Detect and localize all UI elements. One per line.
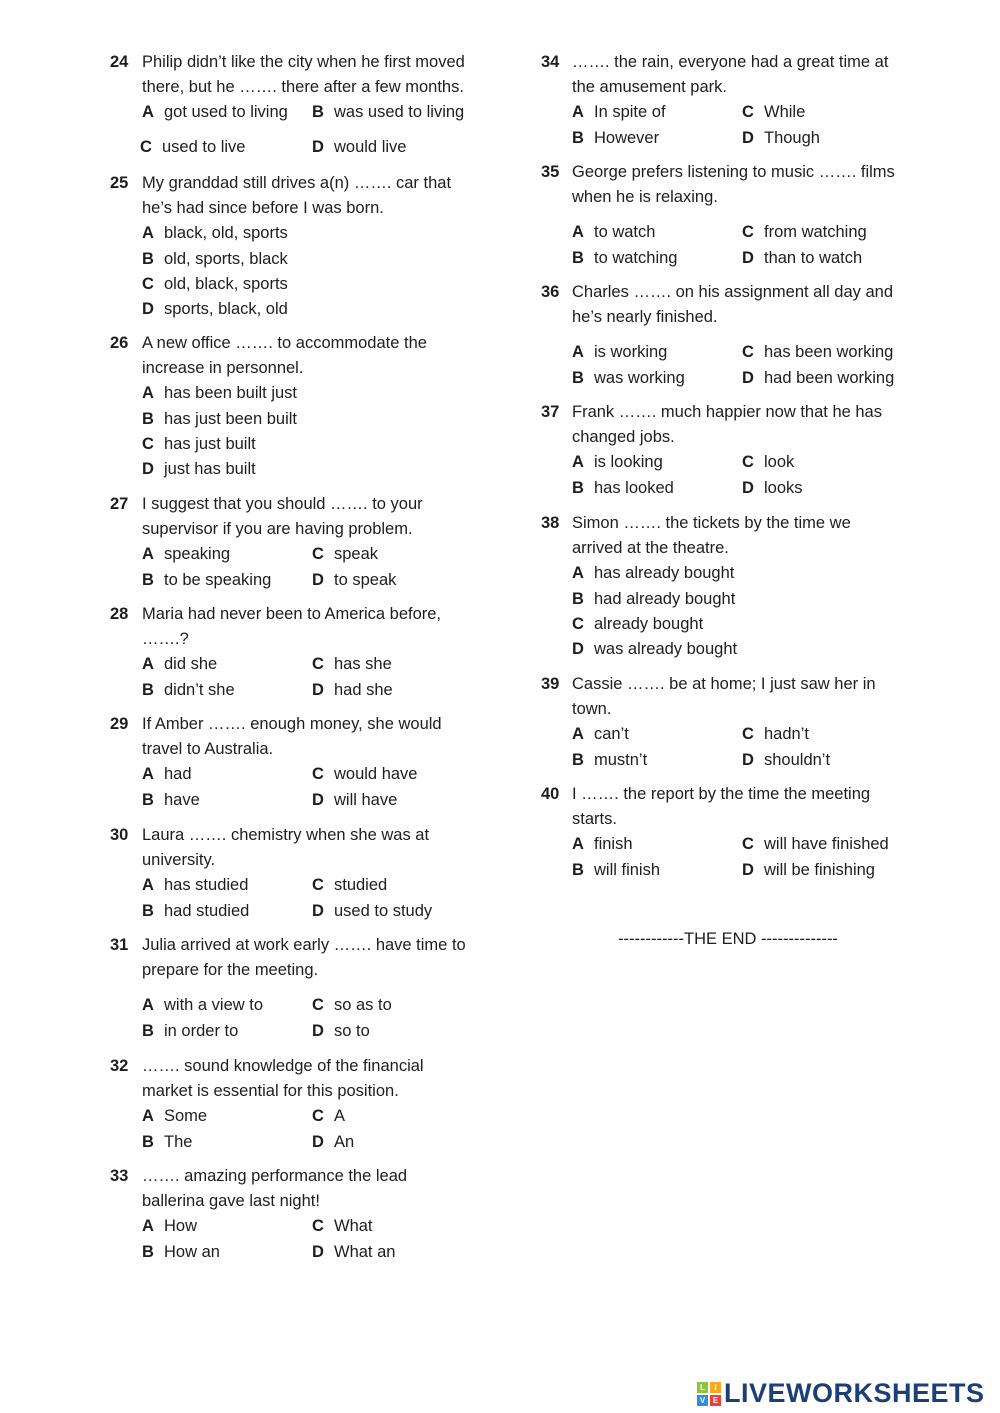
option-text: was used to living bbox=[334, 103, 465, 122]
question-text: increase in personnel. bbox=[142, 359, 304, 378]
option-letter: C bbox=[312, 876, 324, 895]
option-letter: C bbox=[742, 343, 754, 362]
option-text: While bbox=[764, 103, 806, 122]
option-c[interactable] bbox=[572, 613, 703, 635]
option-b[interactable] bbox=[142, 1020, 238, 1042]
option-letter: C bbox=[572, 614, 584, 633]
option-letter: B bbox=[572, 368, 584, 387]
option-c[interactable] bbox=[742, 833, 889, 855]
option-letter: B bbox=[142, 249, 154, 268]
option-text: has studied bbox=[164, 876, 249, 895]
option-c[interactable] bbox=[312, 1215, 373, 1237]
option-text: How an bbox=[164, 1242, 220, 1261]
option-text: mustn’t bbox=[594, 750, 648, 769]
option-letter: A bbox=[142, 655, 154, 674]
option-text: looks bbox=[764, 478, 803, 497]
option-letter: A bbox=[142, 1107, 154, 1126]
option-b[interactable] bbox=[572, 247, 677, 269]
question-text: travel to Australia. bbox=[142, 740, 274, 759]
option-letter: C bbox=[140, 137, 152, 156]
question-number: 34 bbox=[541, 53, 560, 71]
option-a[interactable] bbox=[572, 723, 629, 745]
option-letter: D bbox=[312, 901, 324, 920]
option-b[interactable] bbox=[142, 679, 235, 701]
option-text: already bought bbox=[594, 614, 704, 633]
option-text: so to bbox=[334, 1021, 370, 1040]
option-text: used to live bbox=[162, 137, 246, 156]
option-text: shouldn’t bbox=[764, 750, 831, 769]
question-text: Cassie ……. be at home; I just saw her in bbox=[572, 675, 876, 693]
option-c[interactable] bbox=[742, 221, 867, 243]
option-a[interactable] bbox=[142, 1105, 207, 1127]
option-text: What an bbox=[334, 1242, 396, 1261]
option-letter: C bbox=[142, 274, 154, 293]
option-letter: B bbox=[572, 128, 584, 147]
question-text: prepare for the meeting. bbox=[142, 961, 319, 980]
option-c[interactable] bbox=[742, 451, 794, 473]
question-number: 36 bbox=[541, 283, 560, 301]
question-text: ……. sound knowledge of the financial bbox=[142, 1057, 424, 1075]
option-letter: D bbox=[142, 300, 154, 318]
question-text: Frank ……. much happier now that he has bbox=[572, 403, 882, 421]
option-text: had she bbox=[334, 680, 393, 699]
option-text: used to study bbox=[334, 901, 433, 920]
option-text: can’t bbox=[594, 725, 629, 744]
question-number: 27 bbox=[110, 495, 129, 513]
option-letter: C bbox=[742, 453, 754, 472]
option-d[interactable] bbox=[312, 679, 393, 701]
question-number: 30 bbox=[110, 826, 129, 844]
option-letter: A bbox=[142, 103, 154, 122]
option-text: speaking bbox=[164, 545, 231, 564]
question-text: I suggest that you should ……. to your bbox=[142, 495, 423, 513]
question-number: 25 bbox=[110, 174, 129, 192]
option-letter: B bbox=[142, 570, 154, 589]
option-text: hadn’t bbox=[764, 725, 809, 744]
option-letter: A bbox=[572, 103, 584, 122]
option-text: is working bbox=[594, 343, 668, 362]
question-number: 35 bbox=[541, 163, 560, 181]
option-text: An bbox=[334, 1132, 355, 1151]
option-letter: A bbox=[142, 765, 154, 784]
option-text: had studied bbox=[164, 901, 250, 920]
option-text: What bbox=[334, 1217, 373, 1236]
option-letter: C bbox=[312, 1217, 324, 1236]
option-letter: D bbox=[312, 1242, 324, 1261]
option-text: A bbox=[334, 1107, 346, 1126]
option-b[interactable] bbox=[142, 248, 288, 270]
question-number: 28 bbox=[110, 605, 129, 623]
option-letter: B bbox=[572, 589, 584, 608]
option-letter: B bbox=[572, 860, 584, 879]
option-a[interactable] bbox=[142, 222, 288, 244]
option-d[interactable] bbox=[742, 367, 894, 389]
option-text: studied bbox=[334, 876, 388, 895]
option-text: than to watch bbox=[764, 248, 863, 267]
option-text: old, sports, black bbox=[164, 249, 288, 268]
option-text: black, old, sports bbox=[164, 224, 288, 243]
question-text: changed jobs. bbox=[572, 428, 675, 447]
question-text: there, but he ……. there after a few months. bbox=[142, 78, 464, 97]
logo-cube: L bbox=[697, 1382, 708, 1393]
option-text: with a view to bbox=[164, 996, 264, 1015]
option-letter: D bbox=[742, 248, 754, 267]
option-text: finish bbox=[594, 835, 633, 854]
option-letter: D bbox=[312, 1132, 324, 1151]
question-text: If Amber ……. enough money, she would bbox=[142, 715, 442, 733]
option-d[interactable] bbox=[742, 859, 875, 881]
option-text: will finish bbox=[594, 860, 661, 879]
option-letter: C bbox=[312, 996, 324, 1015]
question-number: 24 bbox=[110, 53, 129, 71]
option-c[interactable] bbox=[312, 653, 392, 675]
option-letter: A bbox=[572, 223, 584, 242]
question-text: town. bbox=[572, 700, 612, 719]
option-c[interactable] bbox=[142, 433, 256, 455]
option-text: just has built bbox=[164, 460, 256, 478]
option-text: would live bbox=[334, 137, 407, 156]
option-b[interactable] bbox=[142, 789, 200, 811]
option-letter: A bbox=[142, 996, 154, 1015]
question-text: ballerina gave last night! bbox=[142, 1192, 320, 1211]
option-text: had bbox=[164, 765, 192, 784]
option-text: had already bought bbox=[594, 589, 736, 608]
option-letter: D bbox=[742, 128, 754, 147]
option-b[interactable] bbox=[572, 127, 659, 149]
option-b[interactable] bbox=[142, 408, 297, 430]
option-text: speak bbox=[334, 545, 379, 564]
question-text: starts. bbox=[572, 810, 617, 829]
option-text: is looking bbox=[594, 453, 663, 472]
question-text: My granddad still drives a(n) ……. car that bbox=[142, 174, 452, 192]
option-letter: A bbox=[572, 453, 584, 472]
option-text: was already bought bbox=[594, 640, 738, 658]
option-c[interactable] bbox=[312, 1105, 345, 1127]
option-text: had been working bbox=[764, 368, 895, 387]
option-c[interactable] bbox=[312, 763, 417, 785]
question-text: ……. amazing performance the lead bbox=[142, 1167, 408, 1185]
option-letter: B bbox=[572, 248, 584, 267]
option-d[interactable] bbox=[572, 638, 737, 660]
option-text: would have bbox=[334, 765, 418, 784]
option-text: has been built just bbox=[164, 384, 298, 403]
option-d[interactable] bbox=[142, 458, 256, 480]
option-letter: A bbox=[572, 343, 584, 362]
option-text: did she bbox=[164, 655, 218, 674]
option-text: has looked bbox=[594, 478, 674, 497]
option-letter: C bbox=[312, 545, 324, 564]
option-a[interactable] bbox=[142, 382, 297, 404]
option-c[interactable] bbox=[142, 273, 288, 295]
question-number: 39 bbox=[541, 675, 560, 693]
option-b[interactable] bbox=[142, 1241, 220, 1263]
question-text: Charles ……. on his assignment all day and bbox=[572, 283, 893, 301]
option-b[interactable] bbox=[142, 900, 249, 922]
question-number: 32 bbox=[110, 1057, 129, 1075]
option-letter: C bbox=[742, 835, 754, 854]
question-text: …….? bbox=[142, 630, 189, 649]
question-text: university. bbox=[142, 851, 216, 870]
question-text: A new office ……. to accommodate the bbox=[142, 334, 427, 352]
question-number: 26 bbox=[110, 334, 129, 352]
option-a[interactable] bbox=[572, 101, 666, 123]
option-letter: A bbox=[142, 384, 154, 403]
option-letter: B bbox=[142, 680, 154, 699]
option-d[interactable] bbox=[742, 749, 830, 771]
question-number: 31 bbox=[110, 936, 129, 954]
option-letter: B bbox=[142, 1242, 154, 1261]
option-text: In spite of bbox=[594, 103, 666, 122]
question-number: 33 bbox=[110, 1167, 129, 1185]
option-c[interactable] bbox=[742, 341, 893, 363]
option-d[interactable] bbox=[312, 569, 396, 591]
option-letter: B bbox=[142, 790, 154, 809]
option-letter: D bbox=[312, 137, 324, 156]
liveworksheets-logo bbox=[697, 1378, 985, 1409]
option-letter: D bbox=[312, 1021, 324, 1040]
option-text: to be speaking bbox=[164, 570, 272, 589]
option-a[interactable] bbox=[572, 451, 663, 473]
option-text: has just been built bbox=[164, 409, 298, 428]
option-letter: A bbox=[142, 876, 154, 895]
option-letter: D bbox=[312, 790, 324, 809]
option-d[interactable] bbox=[742, 477, 803, 499]
question-text: Maria had never been to America before, bbox=[142, 605, 442, 623]
option-d[interactable] bbox=[312, 900, 432, 922]
option-a[interactable] bbox=[142, 653, 217, 675]
option-text: has just built bbox=[164, 434, 256, 453]
option-letter: D bbox=[742, 860, 754, 879]
option-text: will have bbox=[334, 790, 398, 809]
option-text: has been working bbox=[764, 343, 894, 362]
option-text: have bbox=[164, 790, 200, 809]
option-c[interactable] bbox=[742, 723, 809, 745]
option-a[interactable] bbox=[142, 994, 263, 1016]
option-text: got used to living bbox=[164, 103, 288, 122]
option-c[interactable] bbox=[312, 874, 387, 896]
option-b[interactable] bbox=[142, 1131, 192, 1153]
option-d[interactable] bbox=[312, 136, 406, 158]
question-text: Julia arrived at work early ……. have time to bbox=[142, 936, 466, 954]
question-text: he’s had since before I was born. bbox=[142, 199, 384, 218]
option-b[interactable] bbox=[572, 588, 735, 610]
option-letter: B bbox=[142, 1021, 154, 1040]
question-text: arrived at the theatre. bbox=[572, 539, 729, 558]
option-letter: C bbox=[742, 103, 754, 122]
option-text: Some bbox=[164, 1107, 208, 1126]
option-letter: B bbox=[142, 901, 154, 920]
option-d[interactable] bbox=[312, 1241, 395, 1263]
option-text: to watching bbox=[594, 248, 678, 267]
option-b[interactable] bbox=[572, 859, 660, 881]
option-a[interactable] bbox=[572, 221, 655, 243]
option-letter: D bbox=[742, 750, 754, 769]
option-text: will be finishing bbox=[764, 860, 875, 879]
question-text: Simon ……. the tickets by the time we bbox=[572, 514, 851, 532]
option-text: sports, black, old bbox=[164, 300, 288, 318]
logo-text: LIVEWORKSHEETS bbox=[724, 1378, 985, 1408]
option-letter: B bbox=[312, 103, 324, 122]
question-text: the amusement park. bbox=[572, 78, 727, 97]
option-text: has already bought bbox=[594, 564, 735, 583]
option-text: Though bbox=[764, 128, 820, 147]
option-text: look bbox=[764, 453, 795, 472]
option-a[interactable] bbox=[142, 543, 230, 565]
option-c[interactable] bbox=[140, 136, 245, 158]
logo-cube: I bbox=[710, 1382, 721, 1393]
question-text: George prefers listening to music ……. films bbox=[572, 163, 895, 181]
option-letter: C bbox=[312, 655, 324, 674]
logo-cube: V bbox=[697, 1395, 708, 1406]
option-c[interactable] bbox=[312, 543, 378, 565]
option-letter: C bbox=[312, 765, 324, 784]
option-letter: D bbox=[312, 680, 324, 699]
option-letter: B bbox=[572, 478, 584, 497]
option-letter: D bbox=[312, 570, 324, 589]
option-d[interactable] bbox=[312, 1020, 370, 1042]
option-letter: C bbox=[742, 223, 754, 242]
option-text: to watch bbox=[594, 223, 656, 242]
option-d[interactable] bbox=[742, 247, 862, 269]
option-d[interactable] bbox=[142, 298, 288, 320]
option-letter: A bbox=[142, 1217, 154, 1236]
question-number: 29 bbox=[110, 715, 129, 733]
logo-cubes-icon bbox=[697, 1382, 721, 1406]
option-a[interactable] bbox=[142, 1215, 197, 1237]
question-text: he’s nearly finished. bbox=[572, 308, 718, 327]
option-a[interactable] bbox=[572, 341, 667, 363]
question-text: Philip didn’t like the city when he first moved bbox=[142, 53, 465, 71]
option-a[interactable] bbox=[572, 562, 734, 584]
option-a[interactable] bbox=[572, 833, 633, 855]
option-text: in order to bbox=[164, 1021, 239, 1040]
option-letter: A bbox=[572, 564, 584, 583]
question-text: market is essential for this position. bbox=[142, 1082, 399, 1101]
option-text: old, black, sports bbox=[164, 274, 288, 293]
option-letter: C bbox=[142, 434, 154, 453]
option-text: The bbox=[164, 1132, 193, 1151]
question-number: 38 bbox=[541, 514, 560, 532]
option-a[interactable] bbox=[142, 874, 248, 896]
option-d[interactable] bbox=[312, 789, 397, 811]
option-letter: A bbox=[572, 725, 584, 744]
option-letter: A bbox=[142, 545, 154, 564]
question-text: when he is relaxing. bbox=[572, 188, 718, 207]
question-text: ……. the rain, everyone had a great time at bbox=[572, 53, 889, 71]
option-b[interactable] bbox=[142, 569, 271, 591]
option-d[interactable] bbox=[742, 127, 820, 149]
option-d[interactable] bbox=[312, 1131, 354, 1153]
option-text: from watching bbox=[764, 223, 867, 242]
logo-cube: E bbox=[710, 1395, 721, 1406]
option-c[interactable] bbox=[742, 101, 805, 123]
end-marker: ------------THE END -------------- bbox=[618, 930, 838, 948]
question-text: I ……. the report by the time the meeting bbox=[572, 785, 871, 803]
option-letter: C bbox=[312, 1107, 324, 1126]
option-letter: D bbox=[742, 478, 754, 497]
question-text: Laura ……. chemistry when she was at bbox=[142, 826, 430, 844]
option-text: so as to bbox=[334, 996, 392, 1015]
option-a[interactable] bbox=[142, 763, 192, 785]
option-letter: D bbox=[142, 460, 154, 478]
question-number: 40 bbox=[541, 785, 560, 803]
option-letter: B bbox=[142, 409, 154, 428]
option-text: will have finished bbox=[764, 835, 889, 854]
option-text: How bbox=[164, 1217, 198, 1236]
option-b[interactable] bbox=[572, 367, 685, 389]
option-letter: B bbox=[142, 1132, 154, 1151]
option-letter: D bbox=[572, 640, 584, 658]
option-b[interactable] bbox=[312, 101, 464, 123]
question-text: supervisor if you are having problem. bbox=[142, 520, 413, 539]
option-text: However bbox=[594, 128, 660, 147]
option-text: to speak bbox=[334, 570, 397, 589]
option-letter: A bbox=[572, 835, 584, 854]
option-text: was working bbox=[594, 368, 685, 387]
option-b[interactable] bbox=[572, 749, 647, 771]
option-letter: A bbox=[142, 224, 154, 243]
option-letter: D bbox=[742, 368, 754, 387]
option-text: has she bbox=[334, 655, 392, 674]
option-a[interactable] bbox=[142, 101, 288, 123]
option-letter: B bbox=[572, 750, 584, 769]
option-c[interactable] bbox=[312, 994, 392, 1016]
option-letter: C bbox=[742, 725, 754, 744]
option-b[interactable] bbox=[572, 477, 674, 499]
option-text: didn’t she bbox=[164, 680, 235, 699]
question-number: 37 bbox=[541, 403, 560, 421]
